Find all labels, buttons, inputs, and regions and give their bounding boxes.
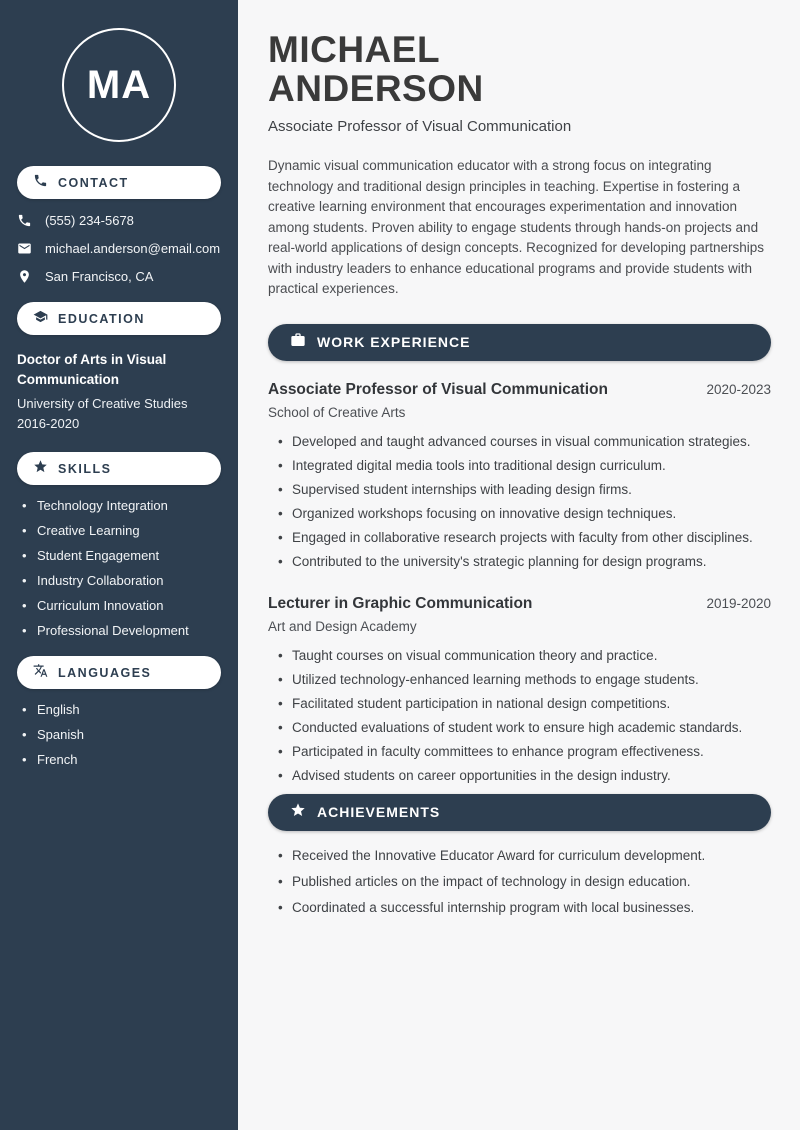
job-header: [268, 595, 771, 613]
education-degree: Doctor of Arts in Visual Communication: [17, 352, 167, 387]
skills-list: [0, 498, 238, 638]
achievement-item: • Coordinated a successful internship program with local businesses.: [278, 900, 771, 916]
avatar: [62, 28, 176, 142]
languages-header-label: LANGUAGES: [58, 665, 152, 680]
email-value: michael.anderson@email.com: [45, 241, 221, 256]
language-item: • Spanish: [22, 727, 228, 742]
avatar-initials: MA: [86, 62, 152, 107]
skills-section-header: [17, 452, 221, 485]
job-bullet: • Facilitated student participation in national design competitions.: [278, 696, 771, 713]
achievements-list: [268, 848, 771, 916]
main-content: [238, 0, 800, 1130]
location-pin-icon: [17, 269, 32, 284]
job-entry: [268, 595, 771, 785]
graduation-cap-icon: [33, 309, 48, 329]
skill-item: • Professional Development: [22, 623, 228, 638]
profile-summary: Dynamic visual communication educator with a strong focus on integrating technology and traditional design principles in teaching. Expertise in fostering a creative learning environment that encourages experimentation and innovation among students. Proven ability to engage students through hands-on projects and real-world applications of design concepts. Recognized for developing partnerships with industry leaders to enhance educational programs and provide students with practical experiences.: [268, 158, 765, 296]
language-item: • English: [22, 702, 228, 717]
contact-location: [17, 269, 221, 284]
briefcase-icon: [290, 332, 306, 353]
phone-icon: [33, 173, 48, 193]
job-bullet: • Advised students on career opportunities in the design industry.: [278, 768, 771, 785]
job-dates: 2019-2020: [706, 596, 771, 611]
job-bullet: • Integrated digital media tools into traditional design curriculum.: [278, 458, 771, 475]
sidebar: [0, 0, 238, 1130]
skill-item: • Technology Integration: [22, 498, 228, 513]
job-bullet: • Utilized technology-enhanced learning methods to engage students.: [278, 672, 771, 689]
work-experience-header-label: WORK EXPERIENCE: [317, 334, 471, 350]
contact-phone: [17, 213, 221, 228]
job-company: School of Creative Arts: [268, 404, 406, 420]
job-company: Art and Design Academy: [268, 619, 417, 634]
star-icon: [33, 459, 48, 479]
education-header-label: EDUCATION: [58, 311, 145, 326]
education-section-header: [17, 302, 221, 335]
languages-section-header: [17, 656, 221, 689]
contact-header-label: CONTACT: [58, 175, 129, 190]
email-icon: [17, 241, 32, 256]
achievements-section-header: [268, 794, 771, 831]
job-bullet: • Participated in faculty committees to enhance program effectiveness.: [278, 744, 771, 761]
job-bullet: • Organized workshops focusing on innovative design techniques.: [278, 506, 771, 523]
skill-item: • Industry Collaboration: [22, 573, 228, 588]
contact-email: [17, 241, 221, 256]
location-value: San Francisco, CA: [45, 269, 154, 284]
job-bullet-list: [268, 434, 771, 571]
job-bullet: • Taught courses on visual communication theory and practice.: [278, 648, 771, 665]
languages-list: [0, 702, 238, 767]
contact-list: [0, 213, 238, 284]
education-entry: [0, 350, 238, 434]
skills-header-label: SKILLS: [58, 461, 112, 476]
contact-section-header: [17, 166, 221, 199]
person-title: Associate Professor of Visual Communication: [268, 118, 572, 135]
achievement-item: • Published articles on the impact of technology in design education.: [278, 874, 771, 890]
translate-icon: [33, 663, 48, 683]
job-entry: [268, 381, 771, 571]
job-bullet: • Contributed to the university's strategic planning for design programs.: [278, 554, 771, 571]
skill-item: • Curriculum Innovation: [22, 598, 228, 613]
job-title: Associate Professor of Visual Communication: [268, 380, 608, 398]
job-bullet: • Developed and taught advanced courses in visual communication strategies.: [278, 434, 771, 451]
skill-item: • Creative Learning: [22, 523, 228, 538]
work-experience-section-header: [268, 324, 771, 361]
phone-icon: [17, 213, 32, 228]
achievements-header-label: ACHIEVEMENTS: [317, 804, 441, 820]
education-years: 2016-2020: [17, 416, 80, 431]
job-bullet: • Engaged in collaborative research projects with faculty from other disciplines.: [278, 530, 771, 547]
skill-item: • Student Engagement: [22, 548, 228, 563]
star-icon: [290, 802, 306, 823]
language-item: • French: [22, 752, 228, 767]
phone-value: (555) 234-5678: [45, 213, 134, 228]
achievement-item: • Received the Innovative Educator Award for curriculum development.: [278, 848, 771, 864]
person-name: MICHAEL ANDERSON: [268, 29, 484, 109]
job-bullet: • Conducted evaluations of student work to ensure high academic standards.: [278, 720, 771, 737]
education-school: University of Creative Studies: [17, 396, 188, 411]
job-bullet: • Supervised student internships with leading design firms.: [278, 482, 771, 499]
job-header: [268, 381, 771, 399]
job-title: Lecturer in Graphic Communication: [268, 595, 533, 612]
job-dates: 2020-2023: [706, 381, 771, 397]
job-bullet-list: [268, 648, 771, 785]
